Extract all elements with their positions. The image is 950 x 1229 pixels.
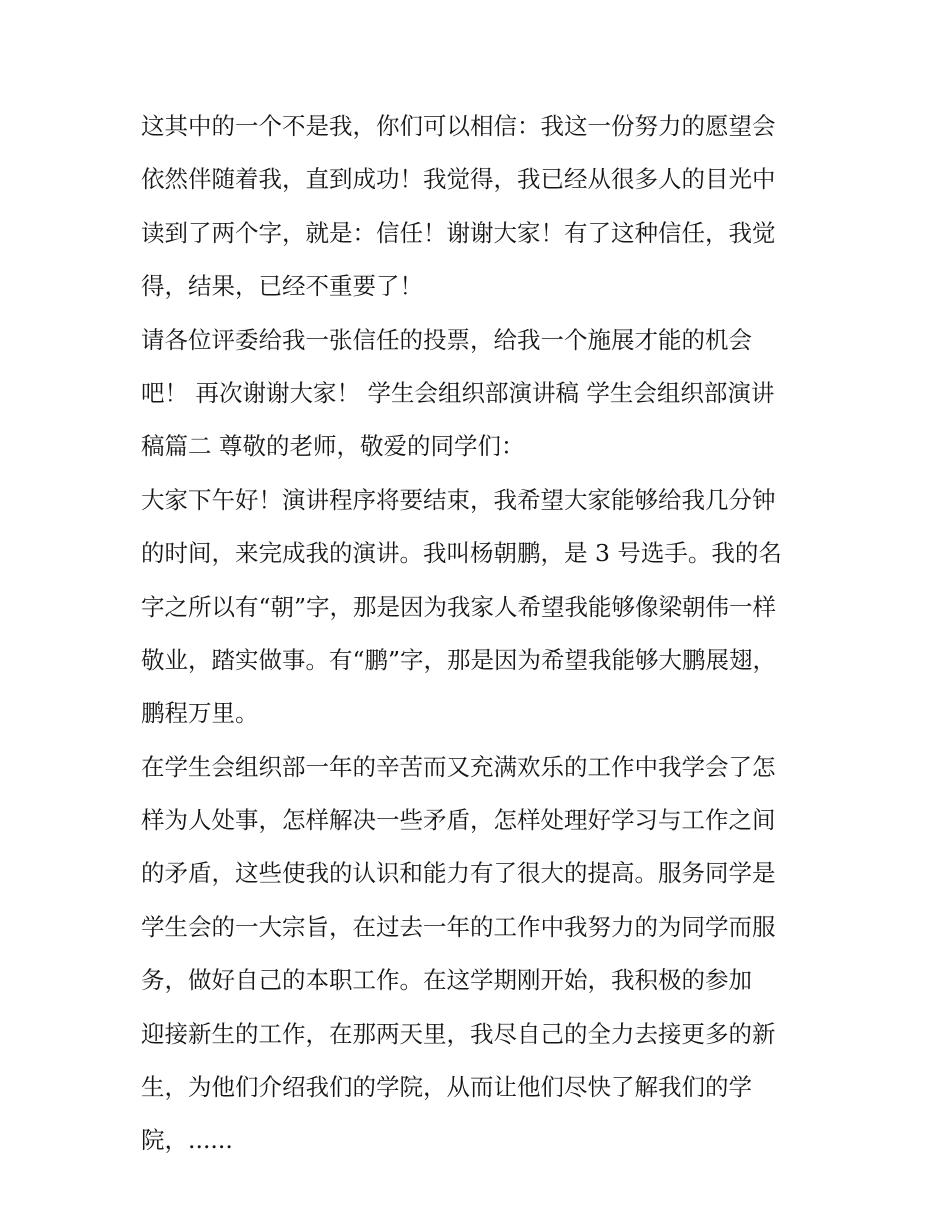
text-line: 读到了两个字，就是：信任！谢谢大家！有了这种信任，我觉 (141, 218, 776, 247)
text-line: 这其中的一个不是我，你们可以相信：我这一份努力的愿望会 (141, 112, 776, 140)
text-line: 学生会的一大宗旨，在过去一年的工作中我努力的为同学而服 (141, 912, 776, 941)
text-line: 在学生会组织部一年的辛苦而又充满欢乐的工作中我学会了怎 (141, 752, 776, 781)
text-line: 样为人处事，怎样解决一些矛盾，怎样处理好学习与工作之间 (141, 806, 776, 835)
text-line: 迎接新生的工作，在那两天里，我尽自己的全力去接更多的新 (141, 1019, 776, 1048)
text-line: 得，结果，已经不重要了！ (141, 272, 423, 301)
text-line: 依然伴随着我，直到成功！我觉得，我已经从很多人的目光中 (141, 165, 776, 194)
text-line: 务，做好自己的本职工作。在这学期刚开始，我积极的参加 (141, 966, 752, 995)
text-line: 吧！ 再次谢谢大家！ 学生会组织部演讲稿 学生会组织部演讲 (141, 378, 775, 407)
text-line: 稿篇二 尊敬的老师，敬爱的同学们： (141, 432, 525, 461)
text-line: 生，为他们介绍我们的学院，从而让他们尽快了解我们的学 (141, 1073, 752, 1102)
text-line: 大家下午好！演讲程序将要结束，我希望大家能够给我几分钟 (141, 485, 776, 514)
text-line: 的时间，来完成我的演讲。我叫杨朝鹏，是 3 号选手。我的名 (141, 539, 782, 568)
text-line: 鹏程万里。 (141, 699, 259, 728)
document-body (141, 100, 821, 1168)
text-line: 院，...... (141, 1126, 233, 1155)
text-line: 请各位评委给我一张信任的投票，给我一个施展才能的机会 (141, 325, 752, 354)
text-line: 字之所以有“朝”字，那是因为我家人希望我能够像梁朝伟一样 (141, 592, 777, 621)
text-line: 敬业，踏实做事。有“鹏”字，那是因为希望我能够大鹏展翅， (141, 645, 777, 674)
text-line: 的矛盾，这些使我的认识和能力有了很大的提高。服务同学是 (141, 859, 776, 888)
